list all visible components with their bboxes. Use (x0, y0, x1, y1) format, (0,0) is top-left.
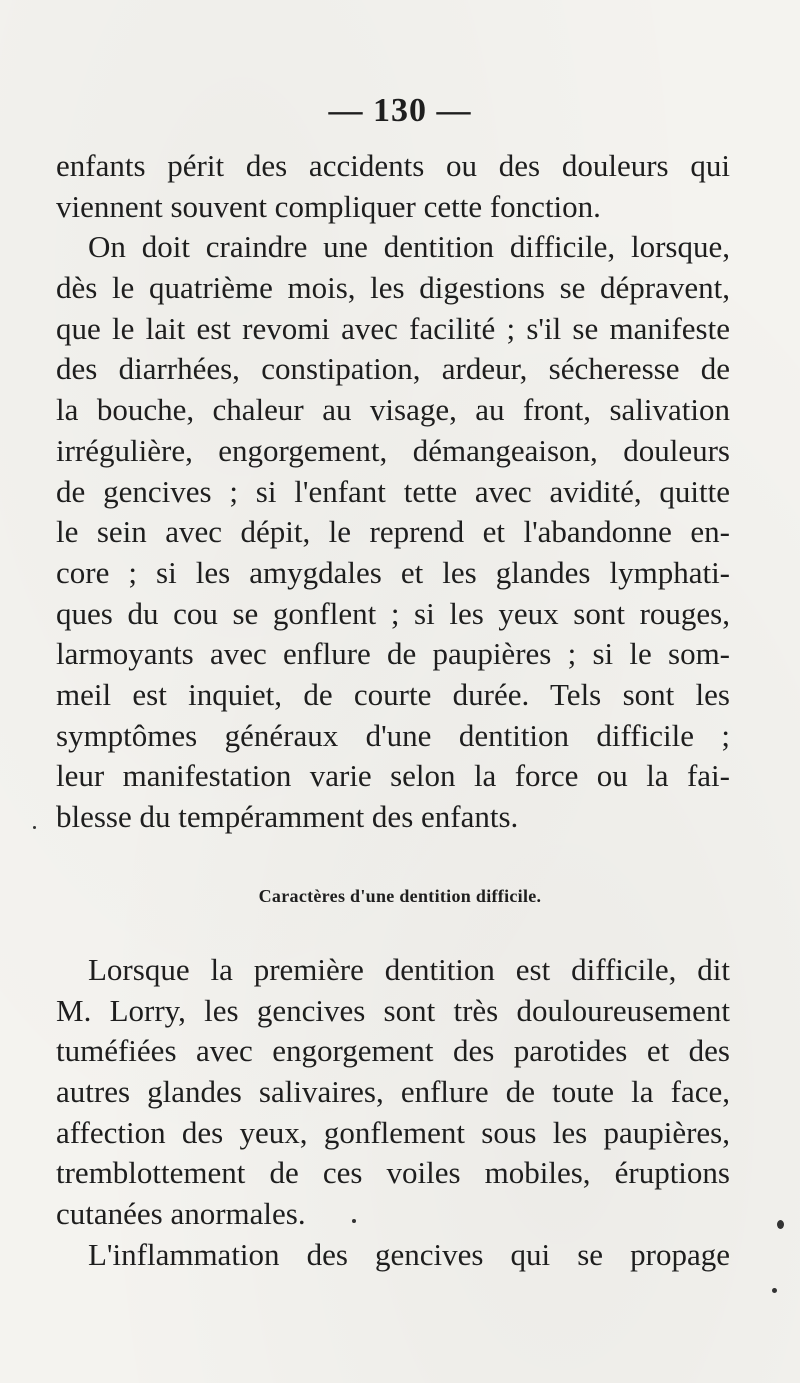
text-line: M. Lorry, les gencives sont très douloureusement (56, 992, 730, 1028)
text-line: leur manifestation varie selon la force ou la fai- (56, 758, 730, 794)
ink-speck (772, 1288, 777, 1293)
text-line: tremblottement de ces voiles mobiles, éruptions (56, 1155, 730, 1191)
ink-speck (352, 1219, 356, 1223)
text-line: des diarrhées, constipation, ardeur, sécheresse de (56, 351, 730, 387)
ink-speck (777, 1220, 784, 1229)
text-line: Lorsque la première dentition est difficile, dit (88, 952, 730, 987)
text-block-upper (56, 146, 730, 838)
text-line: viennent souvent compliquer cette fonction. (56, 188, 601, 224)
text-line: la bouche, chaleur au visage, au front, salivation (56, 392, 730, 428)
text-line: de gencives ; si l'enfant tette avec avidité, quitte (56, 473, 730, 509)
ink-speck (33, 826, 36, 829)
text-line: tuméfiées avec engorgement des parotides et des (56, 1033, 730, 1069)
text-line: blesse du tempéramment des enfants. (56, 799, 519, 834)
text-line: meil est inquiet, de courte durée. Tels sont les (56, 676, 730, 712)
text-line: affection des yeux, gonflement sous les paupières, (56, 1114, 730, 1150)
text-line: On doit craindre une dentition difficile, lorsque, (88, 229, 730, 265)
page-number: — 130 — (328, 92, 472, 129)
text-line: core ; si les amygdales et les glandes lymphati- (56, 554, 730, 590)
section-heading: Caractères d'une dentition difficile. (258, 886, 542, 906)
text-line: le sein avec dépit, le reprend et l'abandonne en- (56, 514, 730, 550)
text-line: symptômes généraux d'une dentition difficile ; (56, 717, 730, 753)
text-line: irrégulière, engorgement, démangeaison, douleurs (56, 432, 730, 468)
text-line: larmoyants avec enflure de paupières ; si le som- (56, 636, 730, 672)
text-line: que le lait est revomi avec facilité ; s'il se manifeste (56, 310, 730, 346)
text-line: ques du cou se gonflent ; si les yeux sont rouges, (56, 595, 730, 631)
text-line: cutanées anormales. (56, 1196, 306, 1232)
text-line: dès le quatrième mois, les digestions se dépravent, (56, 270, 730, 306)
text-line: enfants périt des accidents ou des douleurs qui (56, 148, 730, 183)
text-line: autres glandes salivaires, enflure de toute la face, (56, 1074, 730, 1110)
text-line: L'inflammation des gencives qui se propage (88, 1236, 730, 1272)
text-block-lower (56, 950, 730, 1276)
